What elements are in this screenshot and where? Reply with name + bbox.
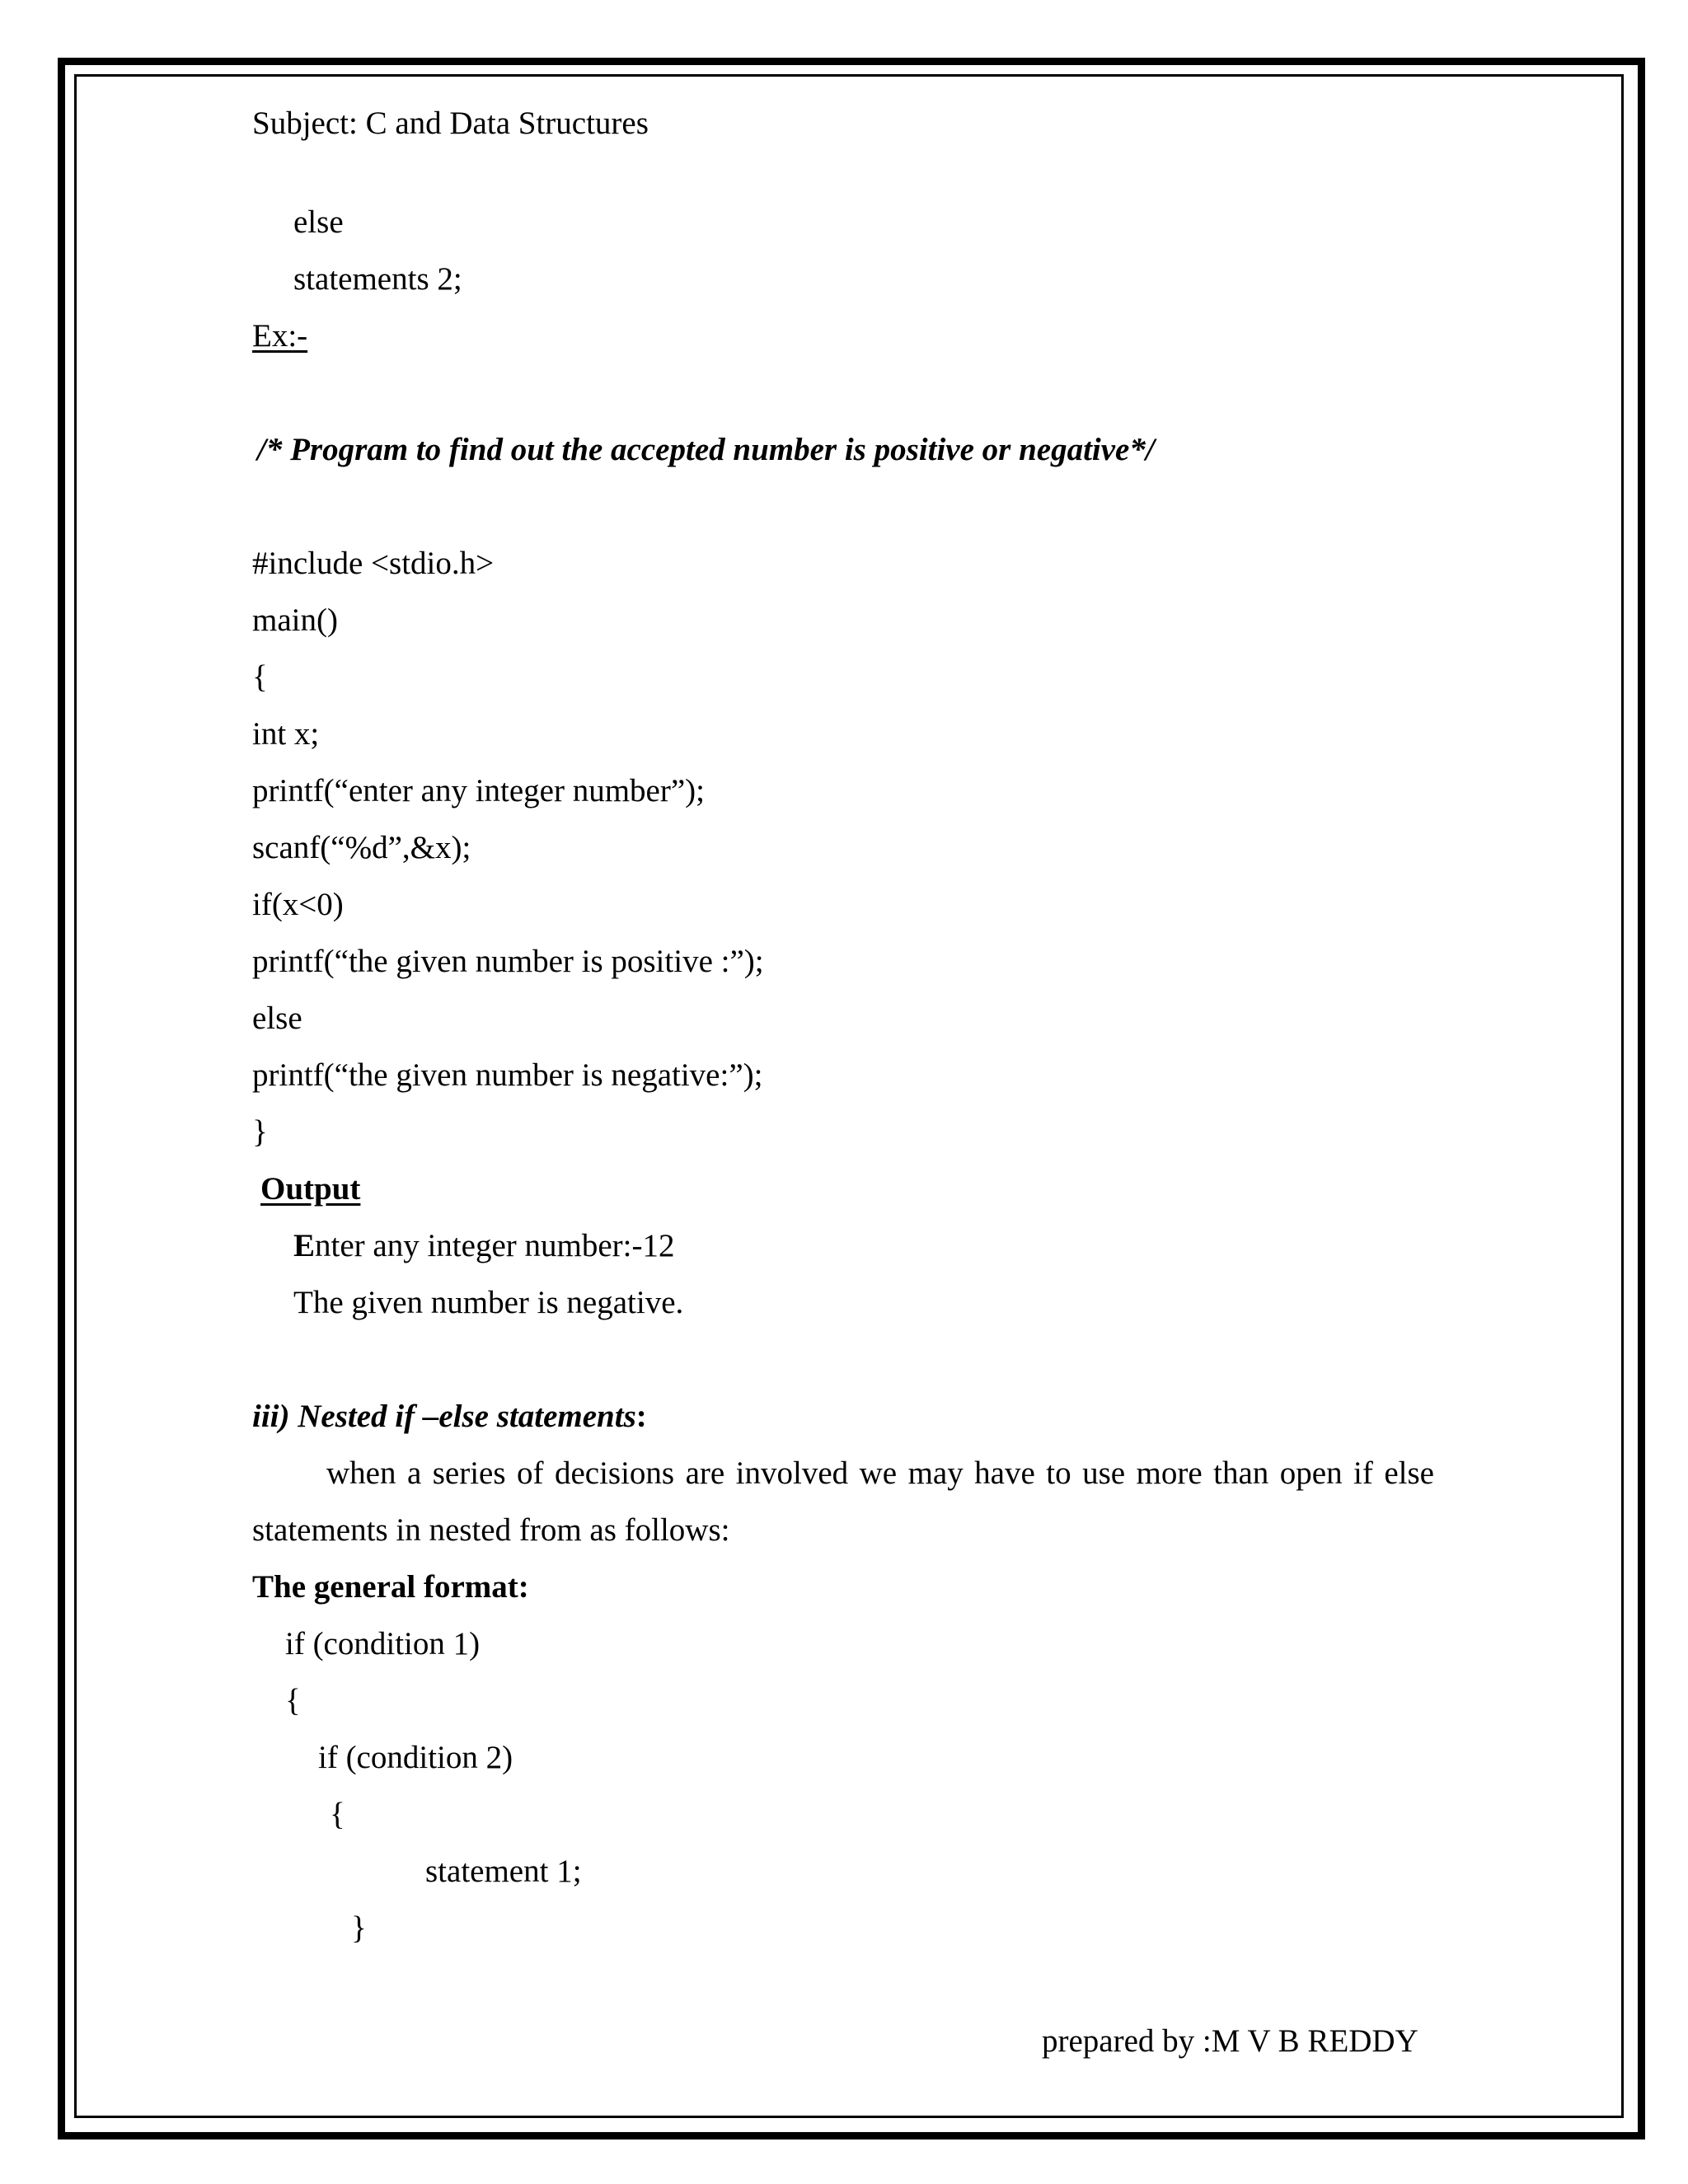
code-line-printf-prompt: printf(“enter any integer number”);: [252, 773, 705, 808]
format-if-condition-1: if (condition 1): [285, 1626, 481, 1661]
section-heading-text: iii) Nested if –else statements: [252, 1399, 636, 1434]
paragraph-line-1: when a series of decisions are involved we may have to use more than open if else: [326, 1455, 1434, 1491]
example-label: Ex:-: [252, 318, 308, 354]
code-line-open-brace: {: [252, 659, 268, 695]
program-comment: /* Program to find out the accepted number is positive or negative*/: [257, 432, 1155, 467]
section-heading-colon: :: [635, 1399, 647, 1434]
code-line-int: int x;: [252, 716, 320, 752]
code-line-else: else: [252, 1001, 302, 1036]
format-open-brace-1: {: [285, 1683, 301, 1718]
footer-prepared-by: prepared by :M V B REDDY: [1042, 2023, 1418, 2059]
subject-header: Subject: C and Data Structures: [252, 105, 649, 141]
output-heading: Output: [260, 1171, 361, 1207]
syntax-statements-2: statements 2;: [293, 261, 462, 297]
code-line-scanf: scanf(“%d”,&x);: [252, 830, 471, 865]
format-close-brace-2: }: [351, 1910, 367, 1946]
output-line-1: [293, 1227, 674, 1265]
syntax-else: else: [293, 204, 344, 240]
code-line-close-brace: }: [252, 1114, 268, 1150]
format-if-condition-2: if (condition 2): [318, 1740, 513, 1775]
code-line-if: if(x<0): [252, 887, 344, 922]
output-first-letter: E: [293, 1228, 316, 1263]
code-line-printf-negative: printf(“the given number is negative:”);: [252, 1057, 763, 1093]
paragraph-line-2: statements in nested from as follows:: [252, 1512, 730, 1548]
format-open-brace-2: {: [330, 1797, 345, 1832]
page-border-inner: [74, 74, 1624, 2118]
code-line-printf-positive: printf(“the given number is positive :”);: [252, 944, 764, 979]
code-line-main: main(): [252, 602, 338, 638]
format-statement-1: statement 1;: [425, 1854, 582, 1889]
general-format-heading: The general format:: [252, 1569, 529, 1605]
output-line-1-text: nter any integer number:-12: [315, 1228, 675, 1263]
code-line-include: #include <stdio.h>: [252, 546, 495, 581]
section-heading: [252, 1398, 647, 1436]
output-line-2: The given number is negative.: [293, 1285, 684, 1320]
